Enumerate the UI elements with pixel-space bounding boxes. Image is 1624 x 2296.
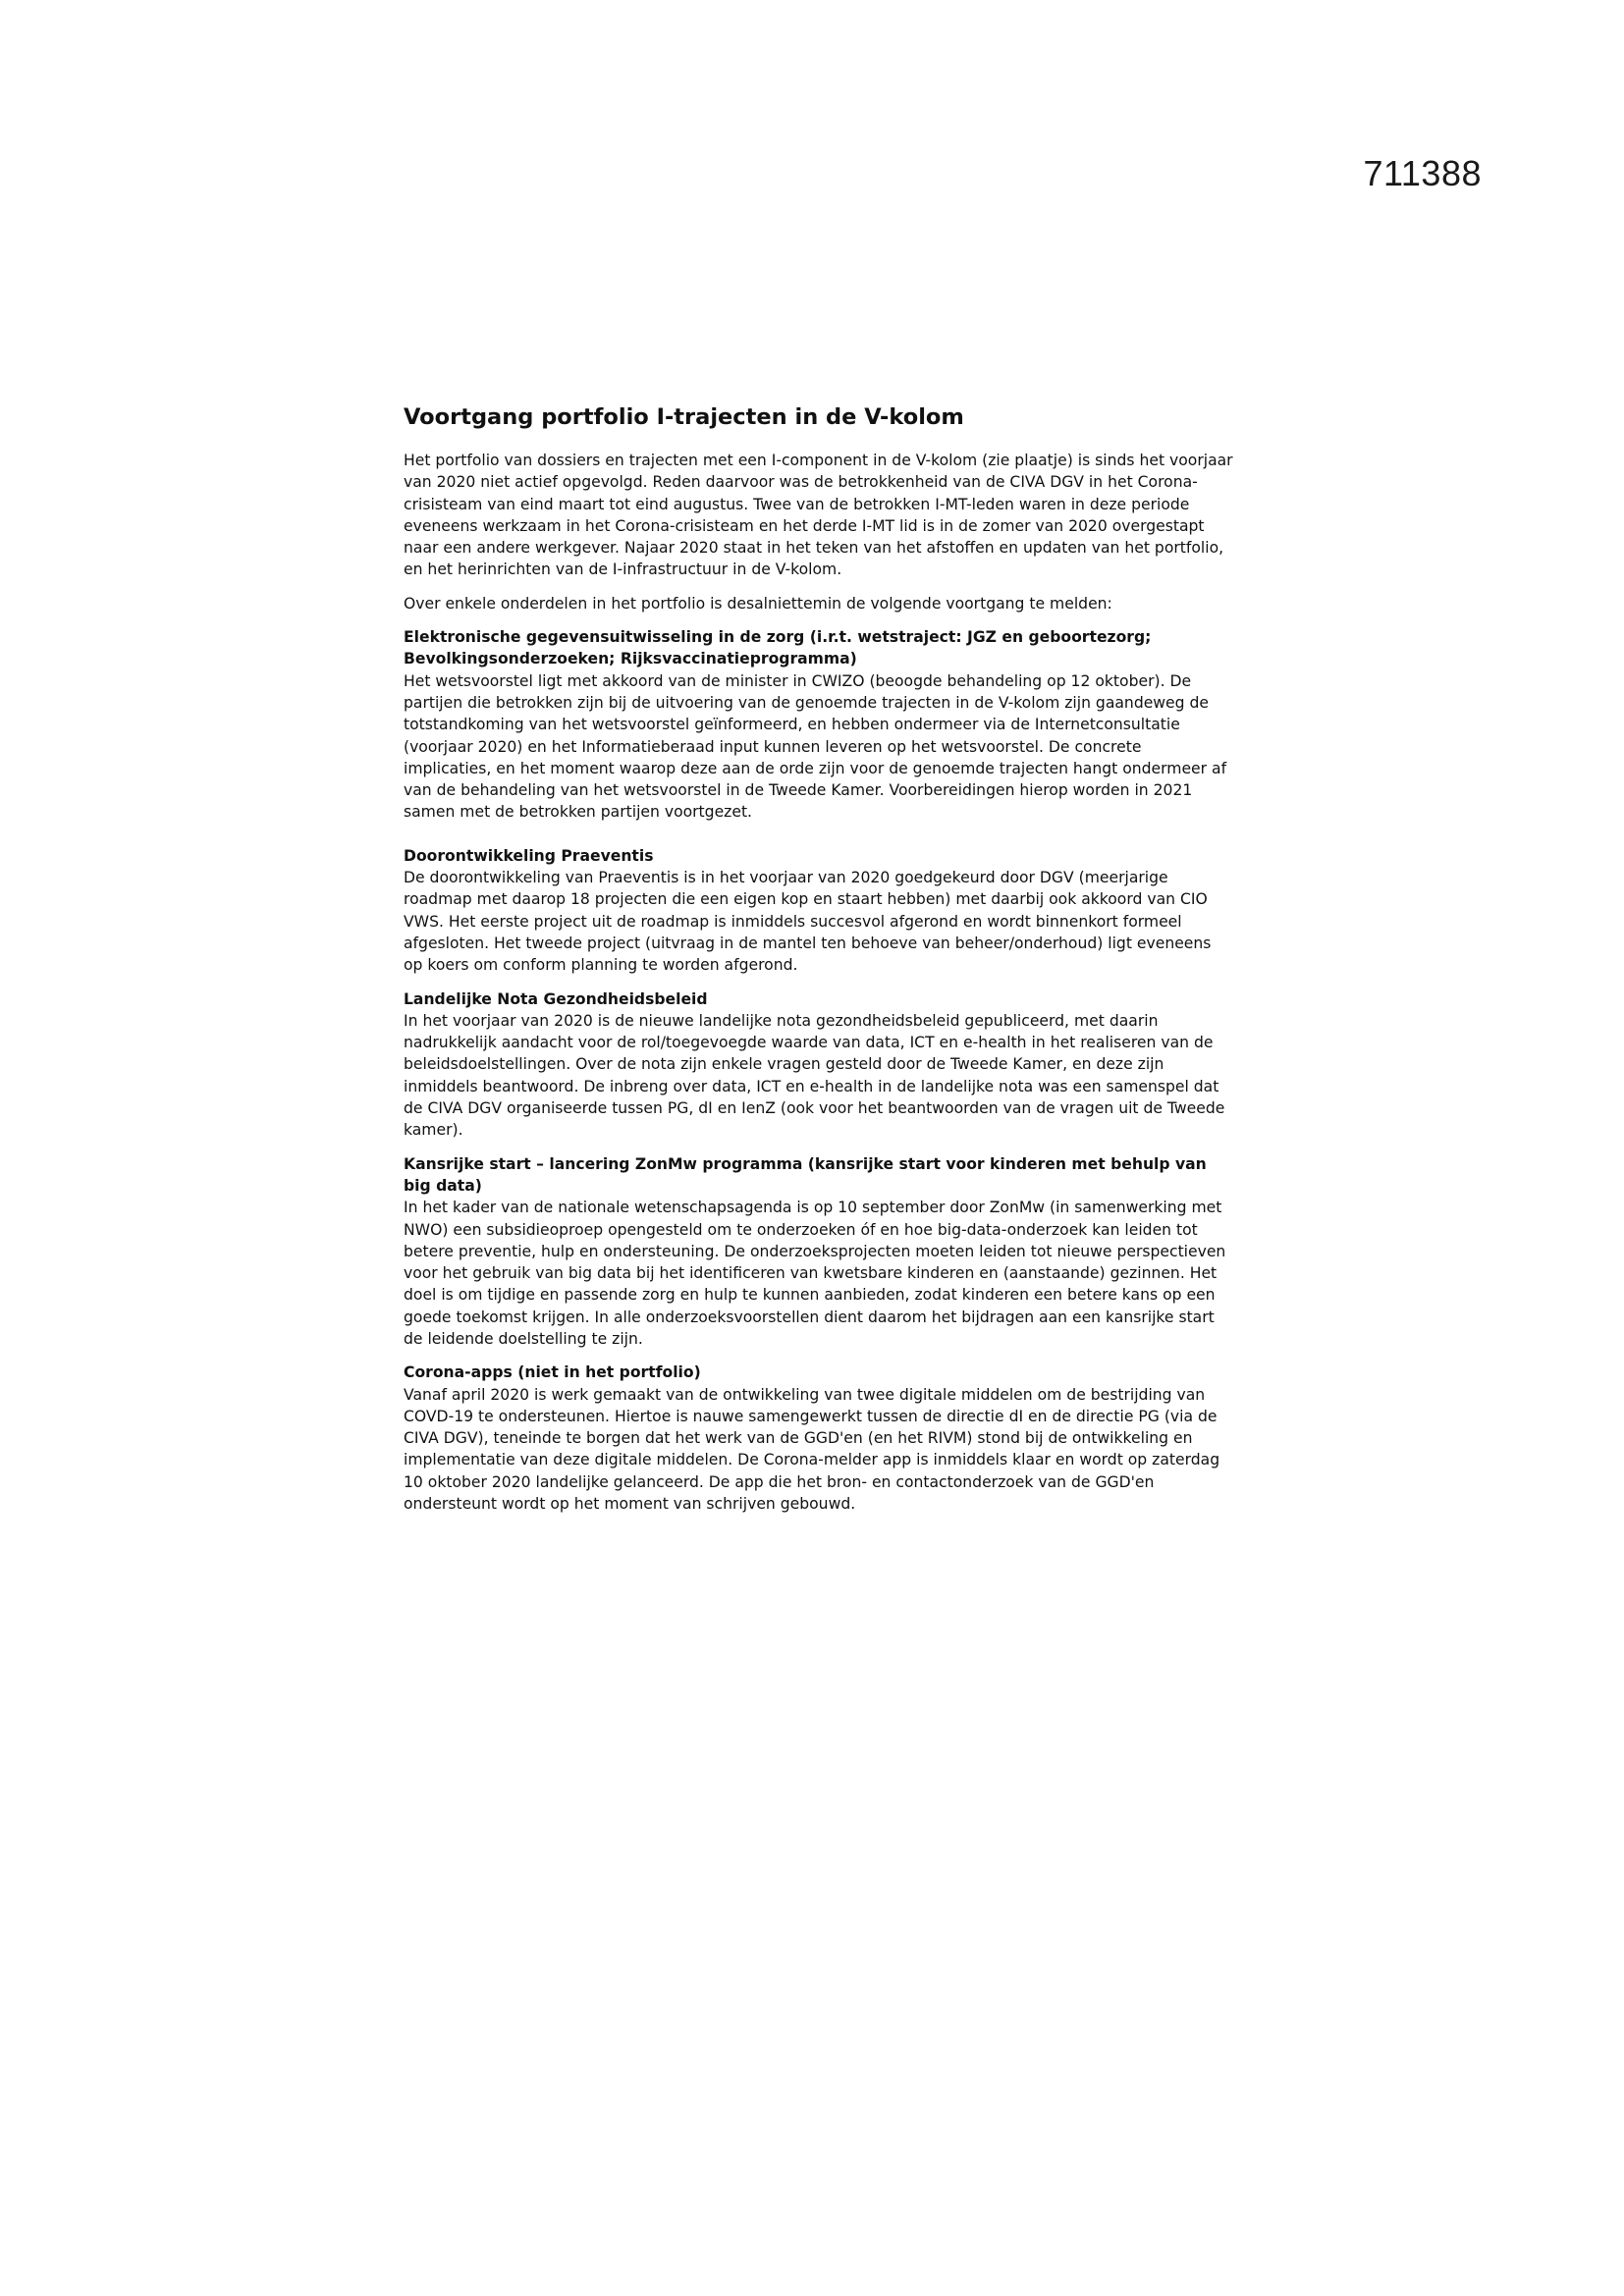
section-heading: Landelijke Nota Gezondheidsbeleid xyxy=(404,989,708,1008)
section-kansrijke-start xyxy=(404,1153,1233,1351)
lead-paragraph: Over enkele onderdelen in het portfolio is desalniettemin de volgende voortgang te melden: xyxy=(404,594,1112,613)
document-number: 711388 xyxy=(1363,153,1482,193)
section-body: Het wetsvoorstel ligt met akkoord van de minister in CWIZO (beoogde behandeling op 12 oktober). De partijen die betrokken zijn bij de uitvoering van de genoemde trajecten in de V-kolom zijn gaandeweg de totstandkoming van het wetsvoorstel geïnformeerd, en hebben ondermeer via de Internetconsultatie (voorjaar 2020) en het Informatieberaad input kunnen leveren op het wetsvoorstel. De concrete implicaties, en het moment waarop deze aan de orde zijn voor de genoemde trajecten hangt ondermeer af van de behandeling van het wetsvoorstel in de Tweede Kamer. Voorbereidingen hierop worden in 2021 samen met de betrokken partijen voortgezet. xyxy=(404,671,1227,822)
section-body: Vanaf april 2020 is werk gemaakt van de ontwikkeling van twee digitale middelen om de bestrijding van COVD-19 te ondersteunen. Hiertoe is nauwe samengewerkt tussen de directie dI en de directie PG (via de CIVA DGV), teneinde te borgen dat het werk van de GGD'en (en het RIVM) stond bij de ontwikkeling en implementatie van deze digitale middelen. De Corona-melder app is inmiddels klaar en wordt op zaterdag 10 oktober 2020 landelijke gelanceerd. De app die het bron- en contactonderzoek van de GGD'en ondersteunt wordt op het moment van schrijven gebouwd. xyxy=(404,1385,1220,1514)
section-corona-apps xyxy=(404,1362,1233,1515)
section-heading: Doorontwikkeling Praeventis xyxy=(404,846,654,865)
section-heading: Corona-apps (niet in het portfolio) xyxy=(404,1363,701,1382)
section-gegevensuitwisseling xyxy=(404,626,1233,824)
section-landelijke-nota xyxy=(404,988,1233,1142)
section-praeventis xyxy=(404,845,1233,977)
section-heading: Elektronische gegevensuitwisseling in de zorg (i.r.t. wetstraject: JGZ en geboortezorg; Bevolkingsonderzoeken; Rijksvaccinatieprogramma) xyxy=(404,628,1152,668)
section-heading: Kansrijke start – lancering ZonMw programma (kansrijke start voor kinderen met behulp van big data) xyxy=(404,1154,1207,1195)
document-body xyxy=(404,402,1233,1526)
document-title: Voortgang portfolio I-trajecten in de V-kolom xyxy=(404,404,964,430)
section-body: De doorontwikkeling van Praeventis is in het voorjaar van 2020 goedgekeurd door DGV (meerjarige roadmap met daarop 18 projecten die een eigen kop en staart hebben) met daarbij ook akkoord van CIO VWS. Het eerste project uit de roadmap is inmiddels succesvol afgerond en wordt binnenkort formeel afgesloten. Het tweede project (uitvraag in de mantel ten behoeve van beheer/onderhoud) ligt eveneens op koers om conform planning te worden afgerond. xyxy=(404,869,1212,975)
section-body: In het kader van de nationale wetenschapsagenda is op 10 september door ZonMw (in samenwerking met NWO) een subsidieoproep opengesteld om te onderzoeken óf en hoe big-data-onderzoek kan leiden tot betere preventie, hulp en ondersteuning. De onderzoeksprojecten moeten leiden tot nieuwe perspectieven voor het gebruik van big data bij het identificeren van kwetsbare kinderen en (aanstaande) gezinnen. Het doel is om tijdige en passende zorg en hulp te kunnen aanbieden, zodat kinderen een betere kans op een goede toekomst krijgen. In alle onderzoeksvoorstellen dient daarom het bijdragen aan een kansrijke start de leidende doelstelling te zijn. xyxy=(404,1199,1226,1348)
section-body: In het voorjaar van 2020 is de nieuwe landelijke nota gezondheidsbeleid gepubliceerd, met daarin nadrukkelijk aandacht voor de rol/toegevoegde waarde van data, ICT en e-health in het realiseren van de beleidsdoelstellingen. Over de nota zijn enkele vragen gesteld door de Tweede Kamer, en deze zijn inmiddels beantwoord. De inbreng over data, ICT en e-health in de landelijke nota was een samenspel dat de CIVA DGV organiseerde tussen PG, dI en IenZ (ook voor het beantwoorden van de vragen uit de Tweede kamer). xyxy=(404,1011,1225,1140)
intro-paragraph: Het portfolio van dossiers en trajecten met een I-component in de V-kolom (zie plaatje) is sinds het voorjaar van 2020 niet actief opgevolgd. Reden daarvoor was de betrokkenheid van de CIVA DGV in het Corona-crisisteam van eind maart tot eind augustus. Twee van de betrokken I-MT-leden waren in deze periode eveneens werkzaam in het Corona-crisisteam en het derde I-MT lid is in de zomer van 2020 overgestapt naar een andere werkgever. Najaar 2020 staat in het teken van het afstoffen en updaten van het portfolio, en het herinrichten van de I-infrastructuur in de V-kolom. xyxy=(404,452,1233,579)
